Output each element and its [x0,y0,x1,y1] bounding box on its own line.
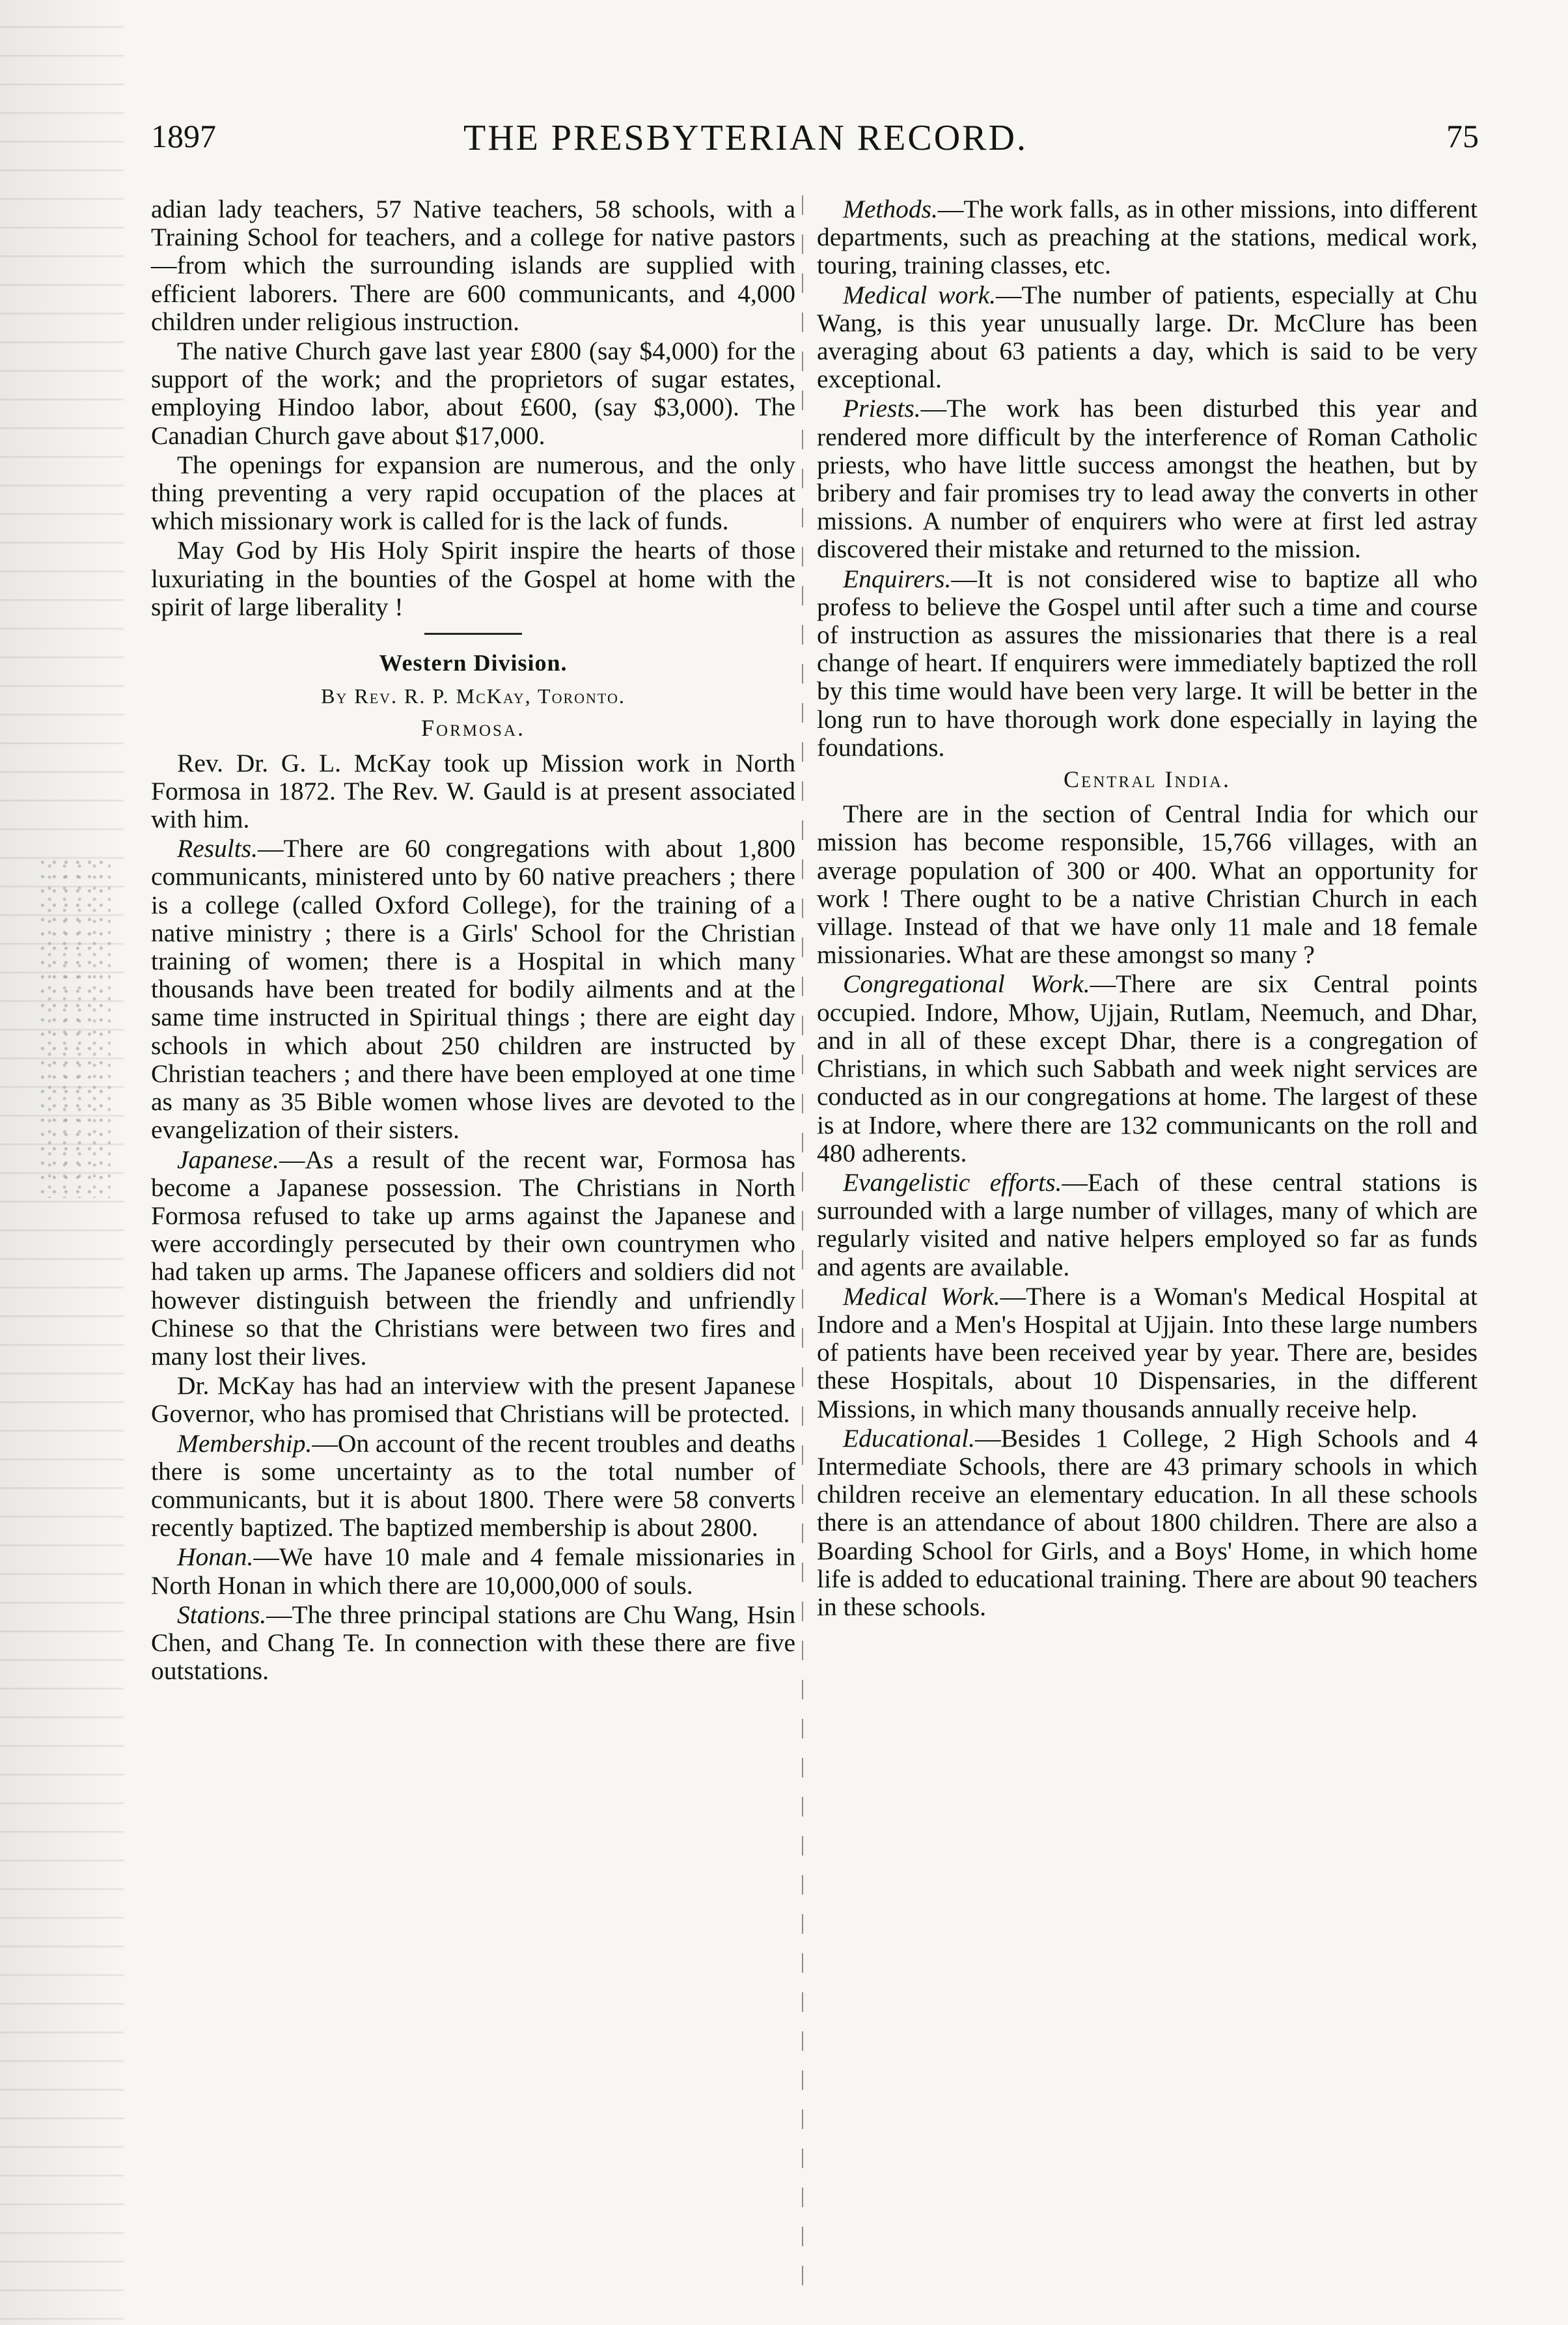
paragraph-lead: Medical work. [843,280,997,309]
paragraph [151,835,795,1144]
paragraph [817,395,1478,563]
paragraph [151,1601,795,1686]
paragraph-lead: Honan. [177,1542,254,1572]
paragraph-body: —There are 60 congregations with about 1,800 communicants, ministered unto by 60 native preachers ; there is a college (called Oxford College), for the training of a native ministry ; there is a Girls' School for the Christian training of women; there is a Hospital in which many thousands have been treated for bodily ailments and at the same time instructed in Spiritual things ; there are eight day schools in which about 250 children are instructed by Christian teachers ; and there have been employed at one time as many as 35 Bible women whose lives are devoted to the evangelization of their sisters. [151,834,795,1145]
paragraph [151,1430,795,1542]
paragraph [817,1169,1478,1281]
author-byline: By Rev. R. P. McKay, Toronto. [321,684,626,708]
paragraph [817,565,1478,762]
paragraph [817,281,1478,394]
paragraph-body: —Each of these central stations is surrounded with a large number of villages, many of which are regularly visited and native helpers employed so far as funds and agents are available. [817,1167,1478,1281]
paragraph-lead: Results. [177,834,258,863]
paragraph-lead: Methods. [843,195,938,223]
column-rule [802,195,803,2298]
header-title: THE PRESBYTERIAN RECORD. [463,118,1028,158]
paragraph-body: —There is a Woman's Medical Hospital at Indore and a Men's Hospital at Ujjain. Into these large numbers of patients have been received year by year. There are, besides these Hospitals, about 10 Dispensaries, in the different Missions, in which many thousands annually receive help. [817,1281,1478,1423]
paragraph-body: —It is not considered wise to baptize all who profess to believe the Gospel until after such a time and course of instruction as assures the missionaries that there is a real change of heart. If enquirers were immediately baptized the roll by this time would have been very large. It will be better in the long run to have thorough work done especially in laying the foundations. [817,564,1478,762]
paragraph-body: —The work falls, as in other missions, into different departments, such as preaching at the stations, medical work, touring, training classes, etc. [817,195,1478,280]
subsection-heading: Formosa. [421,715,525,742]
paragraph: The native Church gave last year £800 (say $4,000) for the support of the work; and the proprietors of sugar estates, employing Hindoo labor, about £600, (say $3,000). The Canadian Church gave about $17,000. [151,337,795,450]
subsection-heading: Central India. [1063,766,1231,793]
paragraph-lead: Congregational Work. [843,969,1090,999]
paragraph [817,195,1478,280]
paragraph [151,1146,795,1371]
paragraph-lead: Stations. [177,1600,267,1629]
paragraph: There are in the section of Central India for which our mission has become responsible, 15,766 villages, with an average population of 300 or 400. What an opportunity for work ! There ought to be a native Christian Church in each village. Instead of that we have only 11 male and 18 female missionaries. What are these amongst so many ? [817,800,1478,969]
paragraph [151,1543,795,1599]
left-column [151,195,795,1686]
paragraph-body: —There are six Central points occupied. Indore, Mhow, Ujjain, Rutlam, Neemuch, and Dhar, and in all of these except Dhar, there is a congregation of Christians, in which such Sabbath and week night services are conducted as in our congregations at home. The largest of these is at Indore, where there are 132 communicants on the roll and 480 adherents. [817,969,1478,1167]
paragraph-body: —The three principal stations are Chu Wang, Hsin Chen, and Chang Te. In connection with these there are five outstations. [151,1600,795,1686]
paragraph: Dr. McKay has had an interview with the present Japanese Governor, who has promised that Christians will be protected. [151,1371,795,1428]
paragraph-lead: Evangelistic efforts. [843,1167,1062,1197]
paragraph-lead: Educational. [843,1423,975,1453]
paragraph-lead: Medical Work. [843,1281,1000,1311]
paragraph [817,1283,1478,1423]
paragraph [817,970,1478,1167]
paragraph: The openings for expansion are numerous, and the only thing preventing a very rapid occupation of the places at which missionary work is called for is the lack of funds. [151,450,795,536]
paragraph-body: —Besides 1 College, 2 High Schools and 4 Intermediate Schools, there are 43 primary schools in which children receive an elementary education. In all these schools there is an attendance of about 1800 children. There are also a Boarding School for Girls, and a Boys' Home, in which home life is added to educational training. There are about 90 teachers in these schools. [817,1423,1478,1621]
section-heading: Western Division. [379,650,568,676]
paragraph-lead: Membership. [177,1428,312,1458]
right-column [817,195,1478,1622]
paragraph [817,1425,1478,1621]
page-number: 75 [1446,118,1479,154]
scan-speckle [39,859,111,1198]
paragraph: Rev. Dr. G. L. McKay took up Mission work in North Formosa in 1872. The Rev. W. Gauld is at present associated with him. [151,748,795,834]
paragraph-body: —On account of the recent troubles and deaths there is some uncertainty as to the total number of communicants, but it is about 1800. There were 58 converts recently baptized. The baptized membership is about 2800. [151,1428,795,1542]
paragraph-body: —The work has been disturbed this year and rendered more difficult by the interference of Roman Catholic priests, who have little success amongst the heathen, but by bribery and fair promises try to lead away the converts in other missions. A number of enquirers who were at first led astray discovered their mistake and returned to the mission. [817,394,1478,564]
paragraph-lead: Enquirers. [843,564,952,593]
header-year: 1897 [151,118,216,154]
paragraph: May God by His Holy Spirit inspire the hearts of those luxuriating in the bounties of the Gospel at home with the spirit of large liberality ! [151,536,795,621]
paragraph-body: —As a result of the recent war, Formosa has become a Japanese possession. The Christians in North Formosa refused to take up arms against the Japanese and were accordingly persecuted by their own countrymen who had taken up arms. The Japanese officers and soldiers did not however distinguish between the friendly and unfriendly Chinese so that the Christians were between two fires and many lost their lives. [151,1145,795,1371]
running-header [151,117,1479,169]
paragraph-body: —The number of patients, especially at Chu Wang, is this year unusually large. Dr. McClure has been averaging about 63 patients a day, which is said to be very exceptional. [817,280,1478,394]
paragraph: adian lady teachers, 57 Native teachers, 58 schools, with a Training School for teachers, and a college for native pastors—from which the surrounding islands are supplied with efficient laborers. There are 600 communicants, and 4,000 children under religious instruction. [151,195,795,336]
paragraph-lead: Japanese. [177,1145,279,1174]
paragraph-lead: Priests. [843,394,921,423]
section-divider [424,633,522,635]
paragraph-body: —We have 10 male and 4 female missionaries in North Honan in which there are 10,000,000 of souls. [151,1542,795,1600]
